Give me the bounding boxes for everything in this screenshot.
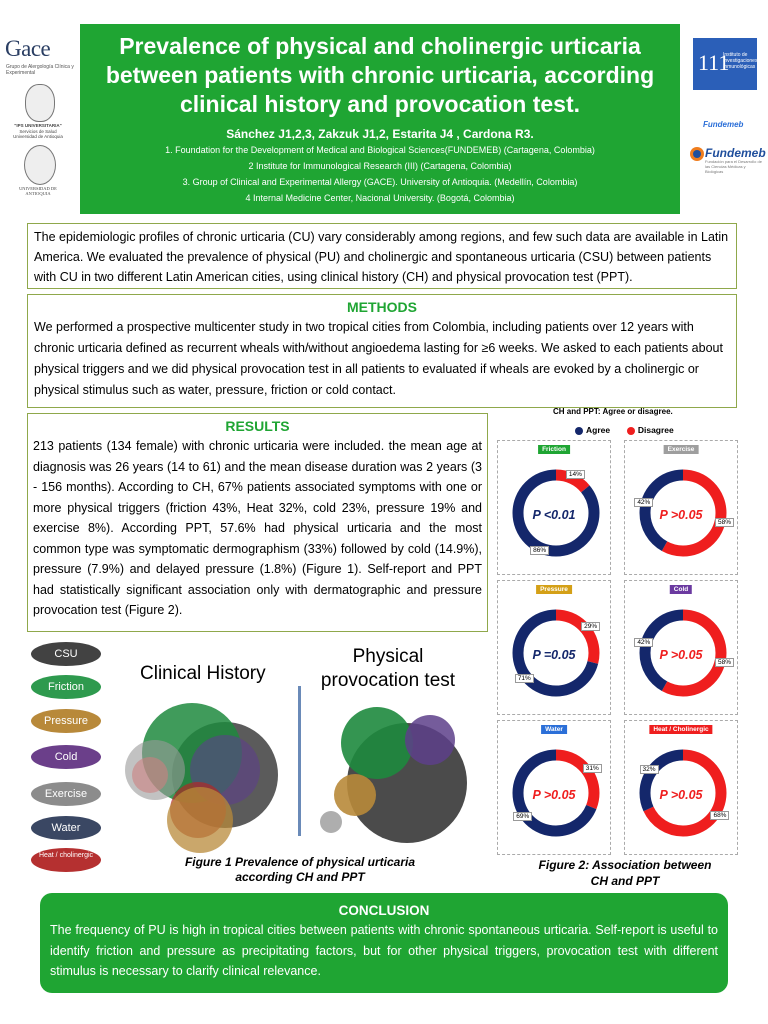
provocation-test-venn	[315, 705, 480, 850]
legend-cold: Cold	[31, 745, 101, 769]
agree-percent-label: 32%	[640, 765, 659, 774]
iii-logo-text: Instituto de Investigaciones Inmunológicas	[723, 52, 758, 70]
agree-legend-label: Agree	[586, 425, 611, 435]
affiliation-3: 3. Group of Clinical and Experimental Allergy (GACE). University of Antioquia. (Medellín, Colombia)	[182, 177, 578, 187]
p-value: P <0.01	[532, 508, 576, 522]
disagree-percent-label: 29%	[581, 622, 600, 631]
disagree-percent-label: 58%	[715, 658, 734, 667]
donut-panel-pressure	[497, 580, 611, 715]
p-value: P >0.05	[659, 648, 703, 662]
conclusion-box	[40, 893, 728, 993]
figure2-title: CH and PPT: Agree or disagree.	[553, 407, 673, 416]
iii-logo-number: 111	[698, 50, 730, 75]
disagree-percent-label: 31%	[583, 764, 602, 773]
agree-percent-label: 71%	[515, 674, 534, 683]
figure1-caption: Figure 1 Prevalence of physical urticaria according CH and PPT	[184, 855, 416, 884]
p-value: P >0.05	[532, 788, 576, 802]
legend-friction: Friction	[31, 675, 101, 699]
introduction-text: The epidemiologic profiles of chronic urticaria (CU) vary considerably among regions, and few such data are available in Latin America. We evaluated the prevalence of physical (PU) and cholinergic and spontaneous urticaria (CSU) between patients with CU in two different Latin American cities, using clinical history (CH) and physical provocation test (PPT).	[34, 230, 729, 284]
right-logos	[685, 24, 768, 214]
agree-percent-label: 69%	[513, 812, 532, 821]
fundemeb-logo-sub: Fundación para el Desarrollo de las Ciencias Médicas y Biológicas	[705, 159, 762, 174]
ppt-cold-circle	[405, 715, 455, 765]
legend-water: Water	[31, 816, 101, 840]
results-text: 213 patients (134 female) with chronic urticaria were included. the mean age at diagnosis was 26 years (14 to 61) and the mean disease duration was 2 years (3 - 156 months). According to CH, 67% patients associated symptoms with one or more physical triggers (friction 43%, Heat 32%, cold 23%, pressure 19% and exercise 8%). According PPT, 57.6% had physical urticaria and the most common type was symptomatic dermographism (33%) followed by cold (14.9%), pressure (7.9%) and delayed pressure (1.8%) (Figure 1). Self-report and PPT had statistically significant association only with dermatographic and pressure provocation test (Figure 2).	[33, 439, 482, 617]
fundemeb-logo-text: Fundemeb	[705, 146, 766, 160]
methods-box	[27, 294, 737, 408]
donut-panel-friction	[497, 440, 611, 575]
agree-percent-label: 42%	[634, 638, 653, 647]
clinical-history-venn	[120, 695, 290, 855]
conclusion-title: CONCLUSION	[338, 903, 430, 918]
provocation-test-heading: Physical provocation test	[320, 646, 456, 691]
disagree-legend-label: Disagree	[637, 425, 674, 435]
results-title: RESULTS	[225, 418, 290, 434]
conclusion-text: The frequency of PU is high in tropical cities between patients with chronic spontaneous urticaria. Self-report is useful to identify friction and pressure as precipitating factors, but for other physical triggers, provocation test with different stimulus is necessary to clarify clinical relevance.	[50, 923, 718, 978]
fundemeb-small-logo: Fundemeb	[703, 120, 744, 129]
disagree-percent-label: 14%	[566, 470, 585, 479]
ppt-friction-circle	[341, 707, 413, 779]
legend-heat-cholinergic: Heat / cholinergic	[31, 848, 101, 872]
ips-logo-sub: Servicios de Salud Universidad de Antioquia	[13, 129, 63, 139]
ppt-water-circle	[320, 811, 342, 833]
fundemeb-logo	[689, 144, 766, 174]
donut-panel-exercise	[624, 440, 738, 575]
affiliation-4: 4 Internal Medicine Center, Nacional University. (Bogotá, Colombia)	[245, 193, 515, 203]
p-value: P >0.05	[659, 788, 703, 802]
poster-title: Prevalence of physical and cholinergic urticaria between patients with chronic urticaria, according clinical history and provocation test.	[105, 33, 655, 117]
affiliation-1: 1. Foundation for the Development of Medical and Biological Sciences(FUNDEMEB) (Cartagena, Colombia)	[165, 145, 595, 155]
agree-percent-label: 42%	[634, 498, 653, 507]
figure1-divider	[298, 686, 301, 836]
p-value: P =0.05	[532, 648, 576, 662]
header-banner	[80, 24, 680, 214]
udea-logo-text: UNIVERSIDAD DE ANTIOQUIA	[19, 186, 57, 196]
gace-subtitle: Grupo de Alergología Clínica y Experimental	[6, 64, 74, 76]
donut-title: Pressure	[536, 585, 572, 594]
disagree-percent-label: 68%	[710, 811, 729, 820]
methods-title: METHODS	[347, 299, 417, 315]
donut-panel-heat-cholinergic	[624, 720, 738, 855]
agree-percent-label: 86%	[530, 546, 549, 555]
ch-water-circle	[132, 757, 168, 793]
authors: Sánchez J1,2,3, Zakzuk J1,2, Estarita J4 , Cardona R3.	[226, 127, 534, 141]
figure2-caption: Figure 2: Association between CH and PPT	[538, 858, 712, 888]
p-value: P >0.05	[659, 508, 703, 522]
donut-title: Heat / Cholinergic	[649, 725, 712, 734]
left-logos	[0, 28, 78, 218]
donut-title: Cold	[670, 585, 692, 594]
figure2-legend	[575, 425, 674, 435]
donut-title: Water	[541, 725, 567, 734]
udea-seal-icon	[24, 145, 56, 185]
donut-title: Exercise	[664, 445, 699, 454]
legend-csu: CSU	[31, 642, 101, 666]
agree-legend-dot-icon	[575, 427, 583, 435]
legend-pressure: Pressure	[31, 709, 101, 733]
iii-logo	[693, 38, 757, 90]
donut-title: Friction	[538, 445, 570, 454]
ips-seal-icon	[25, 84, 55, 122]
legend-exercise: Exercise	[31, 782, 101, 806]
donut-panel-cold	[624, 580, 738, 715]
disagree-legend-dot-icon	[627, 427, 635, 435]
introduction-box	[27, 223, 737, 289]
methods-text: We performed a prospective multicenter study in two tropical cities from Colombia, including patients over 12 years with chronic urticaria defined as recurrent wheals with/without angioedema lasting for ≥6 weeks. We asked to each patients about physical triggers and we did physical provocation test in all patients to evaluated if wheals are evoked by a cholinergic or physical stimulus such as water, pressure, friction or cold contact.	[34, 320, 723, 397]
ch-pressure-circle	[167, 787, 233, 853]
fundemeb-emblem-icon	[689, 146, 705, 162]
donut-panel-water	[497, 720, 611, 855]
gace-logo: Gace	[5, 36, 51, 61]
ppt-pressure-circle	[334, 774, 376, 816]
ips-logo-text: "IPS UNIVERSITARIA"	[14, 123, 62, 128]
clinical-history-heading: Clinical History	[140, 663, 266, 684]
affiliation-2: 2 Institute for Immunological Research (III) (Cartagena, Colombia)	[248, 161, 512, 171]
results-box	[27, 413, 488, 632]
disagree-percent-label: 58%	[715, 518, 734, 527]
